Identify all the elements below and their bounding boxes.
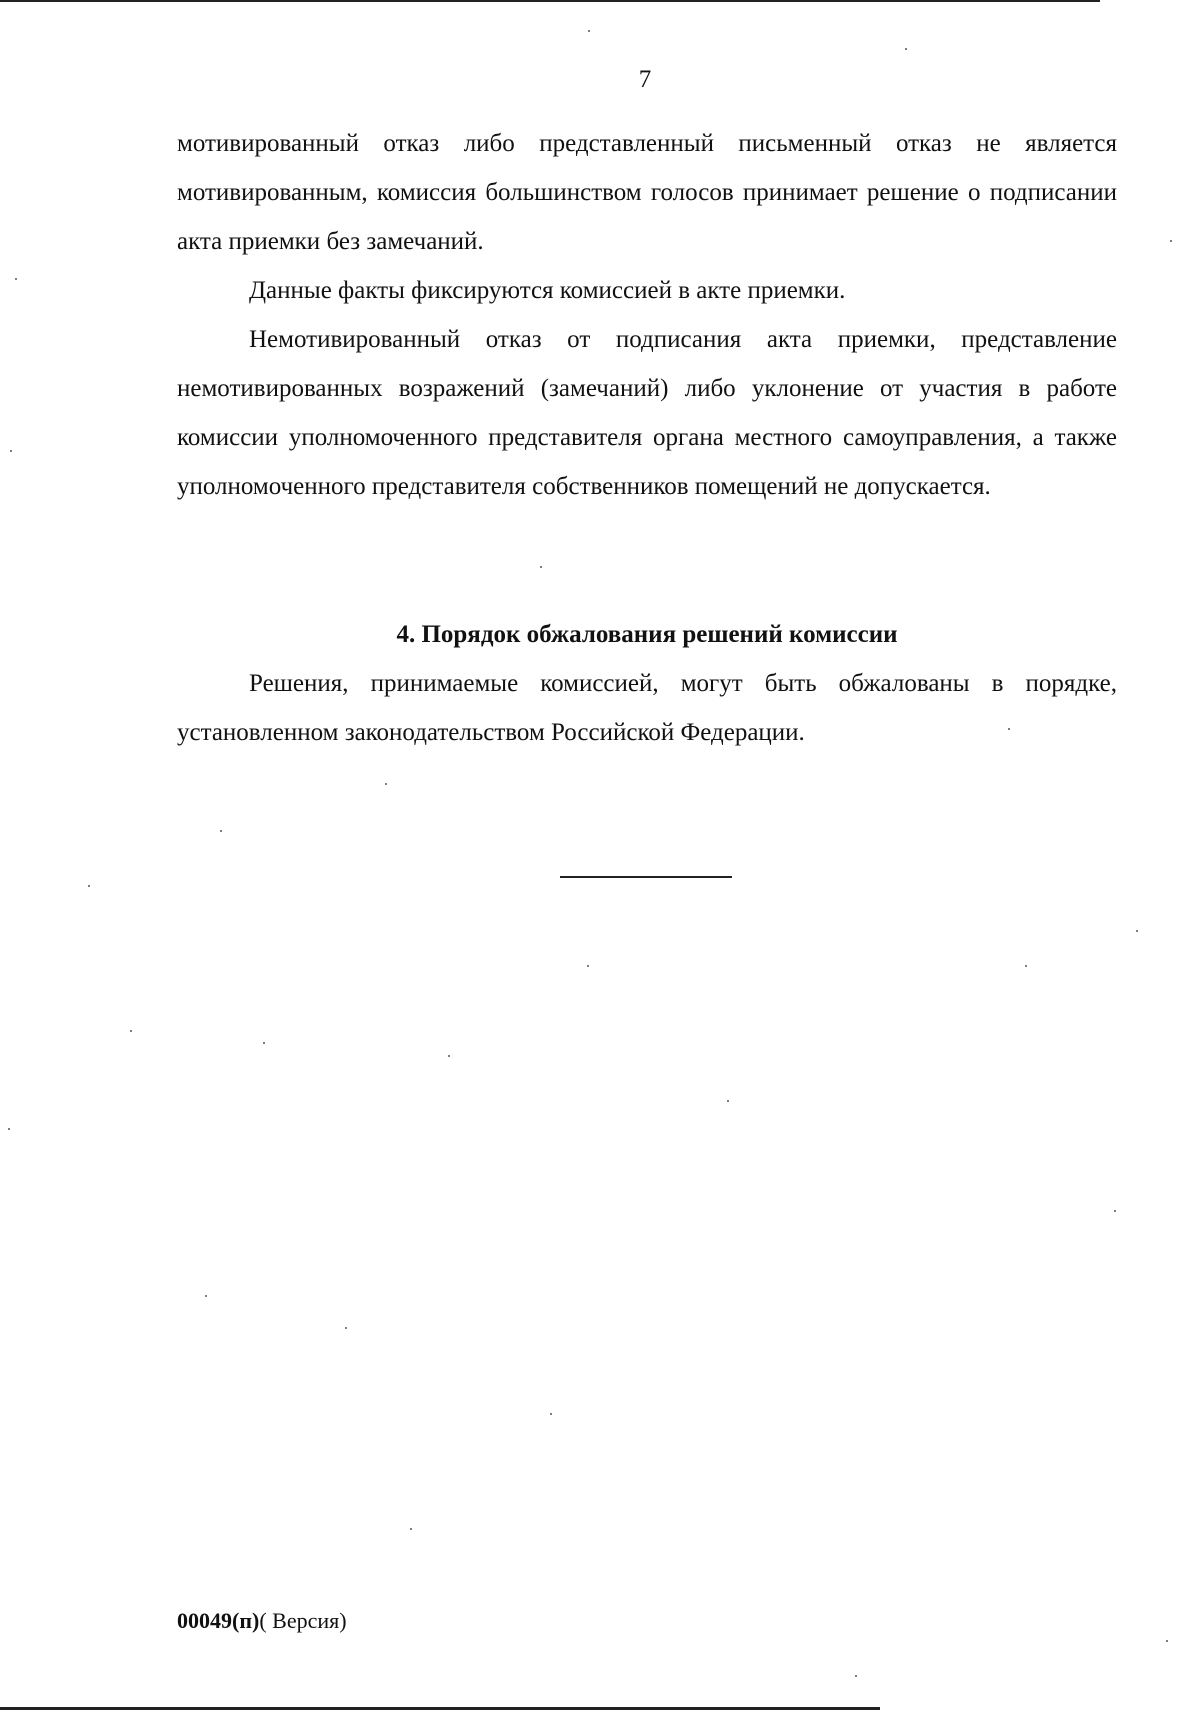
section-heading: 4. Порядок обжалования решений комиссии <box>396 621 898 648</box>
scan-speck <box>410 1528 412 1530</box>
scan-speck <box>130 1030 132 1032</box>
paragraph-refusal: Немотивированный отказ от подписания акта приемки, представление немотивированных возражений (замечаний) либо уклонение от участия в работе комиссии уполномоченного представителя органа местного самоуправления, а также уполномоченного представителя собственников помещений не допускается. <box>177 326 1117 500</box>
scan-speck <box>8 1128 10 1130</box>
scan-speck <box>905 48 907 50</box>
scan-speck <box>1114 1210 1116 1212</box>
page-number: 7 <box>638 66 652 93</box>
scan-speck <box>588 30 590 32</box>
footer-code: 00049(п) <box>177 1608 260 1633</box>
scan-speck <box>448 1055 450 1057</box>
scan-speck <box>15 278 17 280</box>
footer-version: ( Версия) <box>259 1608 347 1633</box>
scan-speck <box>587 965 589 967</box>
scan-speck <box>263 1042 265 1044</box>
scan-speck <box>10 450 12 452</box>
scan-speck <box>1025 965 1027 967</box>
scan-speck <box>385 783 387 785</box>
footer-doc-code <box>177 1608 347 1634</box>
scan-speck <box>1008 728 1010 730</box>
scan-speck <box>550 1413 552 1415</box>
scan-speck <box>205 1295 207 1297</box>
body-text-section <box>177 659 1117 757</box>
scan-speck <box>1170 240 1172 242</box>
scan-speck <box>540 566 542 568</box>
end-rule <box>560 876 732 878</box>
scan-speck <box>220 830 222 832</box>
paragraph-continuation: мотивированный отказ либо представленный письменный отказ не является мотивированным, комиссия большинством голосов принимает решение о подписании акта приемки без замечаний. <box>177 130 1117 255</box>
body-text-top <box>177 119 1117 511</box>
paragraph-facts: Данные факты фиксируются комиссией в акте приемки. <box>249 277 846 304</box>
top-scan-edge <box>0 0 1100 2</box>
scan-speck <box>1166 1640 1168 1642</box>
scan-speck <box>855 1675 857 1677</box>
paragraph-appeal: Решения, принимаемые комиссией, могут быть обжалованы в порядке, установленном законодательством Российской Федерации. <box>177 670 1117 746</box>
scan-speck <box>88 885 90 887</box>
scan-speck <box>727 1100 729 1102</box>
scan-speck <box>345 1327 347 1329</box>
scan-speck <box>1136 930 1138 932</box>
